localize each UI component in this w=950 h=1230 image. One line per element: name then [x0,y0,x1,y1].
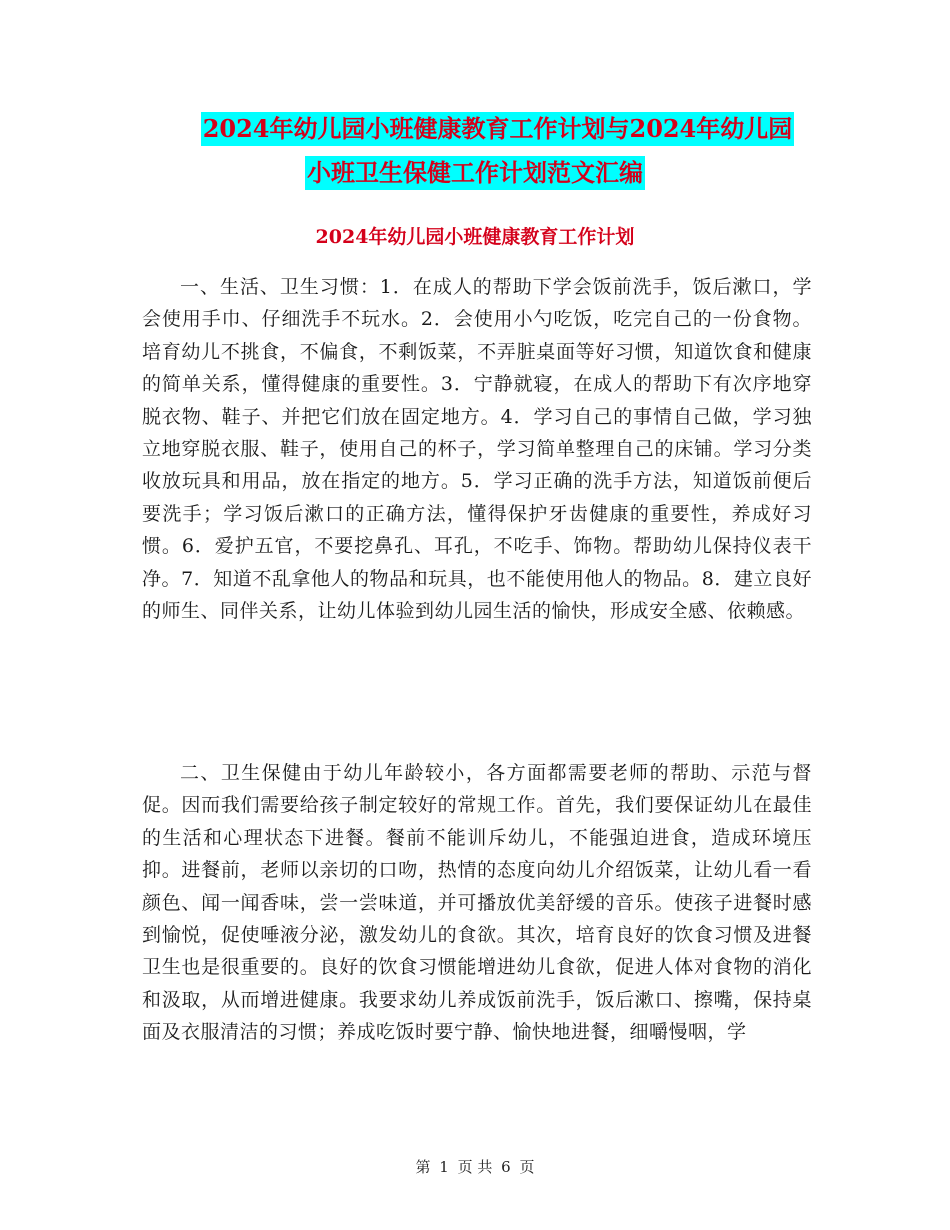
paragraph-life-hygiene-habits: 一、生活、卫生习惯：1．在成人的帮助下学会饭前洗手，饭后漱口，学会使用手巾、仔细洗手不玩水。2．会使用小勺吃饭，吃完自己的一份食物。培育幼儿不挑食，不偏食，不剩饭菜，不弄脏桌面等好习惯，知道饮食和健康的简单关系，懂得健康的重要性。3．宁静就寝，在成人的帮助下有次序地穿脱衣物、鞋子、并把它们放在固定地方。4．学习自己的事情自己做，学习独立地穿脱衣服、鞋子，使用自己的杯子，学习简单整理自己的床铺。学习分类收放玩具和用品，放在指定的地方。5．学习正确的洗手方法，知道饭前便后要洗手；学习饭后漱口的正确方法，懂得保护牙齿健康的重要性，养成好习惯。6．爱护五官，不要挖鼻孔、耳孔，不吃手、饰物。帮助幼儿保持仪表干净。7．知道不乱拿他人的物品和玩具，也不能使用他人的物品。8．建立良好的师生、同伴关系，让幼儿体验到幼儿园生活的愉快，形成安全感、依赖感。 [142,276,812,623]
section-heading: 2024年幼儿园小班健康教育工作计划 [315,226,635,248]
document-title [0,112,950,190]
page-label-prefix: 第 [415,1158,431,1176]
page-label-mid: 页 共 [457,1158,493,1176]
paragraph-health-care: 二、卫生保健由于幼儿年龄较小，各方面都需要老师的帮助、示范与督促。因而我们需要给孩子制定较好的常规工作。首先，我们要保证幼儿在最佳的生活和心理状态下进餐。餐前不能训斥幼儿，不能强迫进食，造成环境压抑。进餐前，老师以亲切的口吻，热情的态度向幼儿介绍饭菜，让幼儿看一看颜色、闻一闻香味，尝一尝味道，并可播放优美舒缓的音乐。使孩子进餐时感到愉悦，促使唾液分泌，激发幼儿的食欲。其次，培育良好的饮食习惯及进餐卫生也是很重要的。良好的饮食习惯能增进幼儿食欲，促进人体对食物的消化和汲取，从而增进健康。我要求幼儿养成饭前洗手，饭后漱口、擦嘴，保持桌面及衣服清洁的习惯；养成吃饭时要宁静、愉快地进餐，细嚼慢咽，学 [142,762,812,1044]
total-pages: 6 [501,1158,511,1176]
title-line-2: 小班卫生保健工作计划范文汇编 [305,156,645,190]
title-line-1: 2024年幼儿园小班健康教育工作计划与2024年幼儿园 [201,112,795,146]
page-label-suffix: 页 [519,1158,535,1176]
page-footer [0,1156,950,1177]
current-page-number: 1 [439,1158,449,1176]
